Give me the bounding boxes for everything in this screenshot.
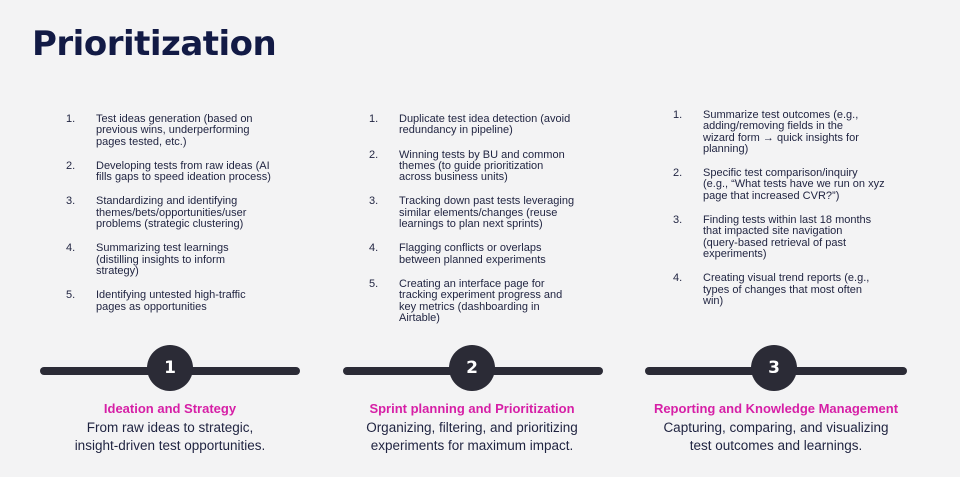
caption-heading: Ideation and Strategy	[103, 401, 237, 416]
list-item: 5. Identifying untested high-traffic pages as opportunities	[66, 289, 246, 313]
column-ideation	[38, 114, 298, 326]
ideation-list	[38, 114, 298, 313]
list-item: 3. Finding tests within last 18 months that impacted site navigation (query-based retrieval of past experiments)	[673, 214, 872, 260]
caption-reporting	[616, 401, 936, 455]
list-item: 5. Creating an interface page for tracking experiment progress and key metrics (dashboarding in Airtable)	[369, 277, 563, 324]
column-reporting	[645, 110, 905, 320]
caption-sprint-planning	[312, 401, 632, 455]
caption-description: Organizing, filtering, and prioritizing experiments for maximum impact.	[366, 420, 578, 453]
list-item: 2. Developing tests from raw ideas (AI fills gaps to speed ideation process)	[66, 159, 271, 184]
page-title: Prioritization	[32, 24, 277, 64]
reporting-list	[645, 110, 905, 307]
step-number-3: 3	[751, 345, 797, 391]
caption-heading: Sprint planning and Prioritization	[369, 401, 575, 416]
step-number-1: 1	[147, 345, 193, 391]
caption-description: Capturing, comparing, and visualizing test outcomes and learnings.	[663, 420, 889, 453]
list-item: 4. Flagging conflicts or overlaps between planned experiments	[369, 242, 546, 266]
list-item: 2. Winning tests by BU and common themes (to guide prioritization across business units)	[369, 148, 565, 184]
list-item: 1. Test ideas generation (based on previous wins, underperforming pages tested, etc.)	[66, 113, 253, 148]
list-item: 2. Specific test comparison/inquiry (e.g., “What tests have we run on xyz page that increased CVR?”)	[673, 167, 885, 202]
list-item: 3. Standardizing and identifying themes/bets/opportunities/user problems (strategic clustering)	[66, 195, 247, 231]
caption-heading: Reporting and Knowledge Management	[653, 401, 899, 416]
step-number-2: 2	[449, 345, 495, 391]
list-item: 4. Creating visual trend reports (e.g., types of changes that most often win)	[673, 272, 870, 307]
sprint-planning-list	[341, 114, 601, 324]
list-item: 3. Tracking down past tests leveraging similar elements/changes (reuse learnings to plan next sprints)	[369, 195, 575, 231]
list-item: 1. Summarize test outcomes (e.g., adding/removing fields in the wizard form → quick insights for planning)	[673, 109, 859, 155]
list-item: 1. Duplicate test idea detection (avoid redundancy in pipeline)	[369, 113, 571, 137]
caption-description: From raw ideas to strategic, insight-driven test opportunities.	[74, 420, 266, 453]
caption-ideation	[10, 401, 330, 455]
column-sprint-planning	[341, 114, 601, 337]
list-item: 4. Summarizing test learnings (distilling insights to inform strategy)	[66, 242, 229, 277]
